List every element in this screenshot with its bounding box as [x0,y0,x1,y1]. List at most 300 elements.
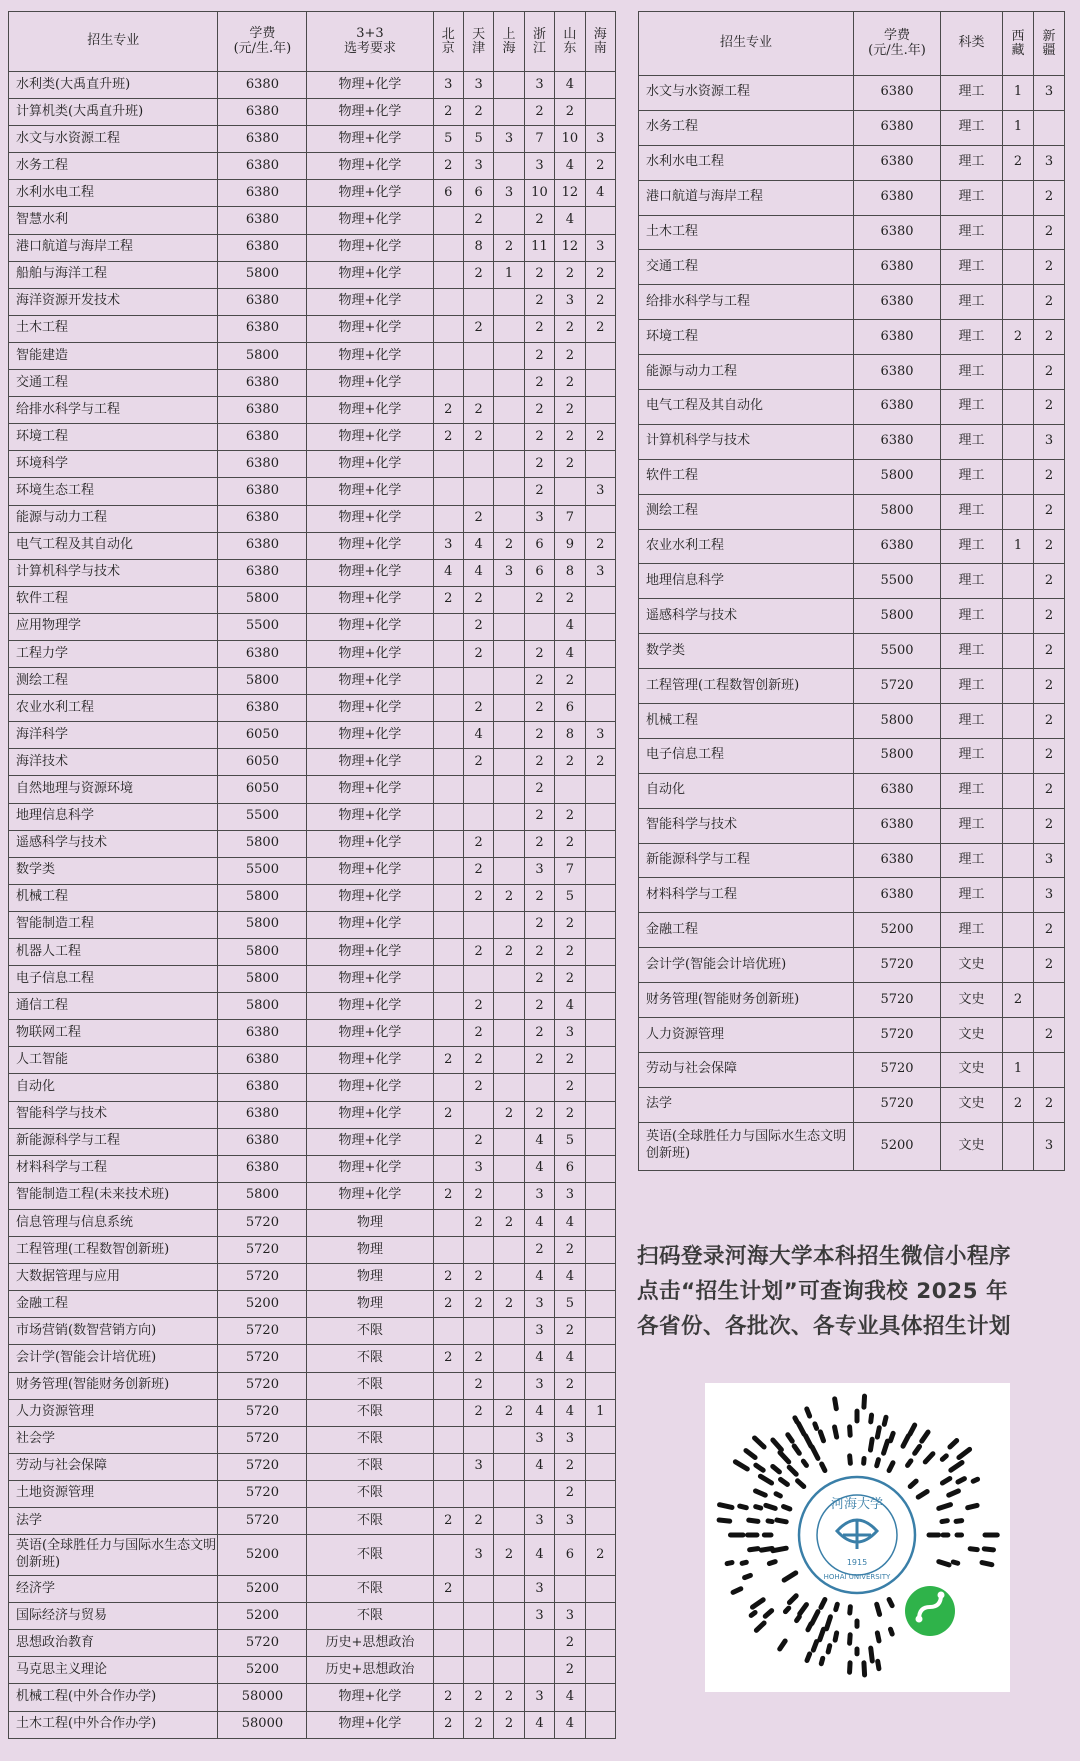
category-cell: 理工 [941,773,1003,808]
category-cell: 理工 [941,215,1003,250]
qr-dot [949,1491,959,1495]
requirement-cell: 物理+化学 [307,640,433,667]
quota-cell [433,884,463,911]
quota-cell: 2 [555,1630,585,1657]
major-cell: 软件工程 [639,459,854,494]
table-row [9,288,616,315]
category-cell: 理工 [941,808,1003,843]
quota-cell [494,1603,524,1630]
quota-cell [585,1507,615,1534]
table-row [639,494,1065,529]
quota-cell [463,803,493,830]
category-cell: 理工 [941,110,1003,145]
fee-cell: 6380 [218,640,307,667]
requirement-cell: 物理+化学 [307,153,433,180]
qr-dot [877,1428,879,1437]
quota-cell: 3 [433,532,463,559]
fee-cell: 5200 [854,1122,941,1170]
quota-cell: 2 [463,1684,493,1711]
quota-cell [494,1453,524,1480]
quota-cell: 2 [1034,494,1065,529]
table-row [9,532,616,559]
fee-cell: 5200 [218,1535,307,1576]
table-row [639,1122,1065,1170]
left-enrollment-table [8,11,616,1739]
quota-cell: 2 [555,1074,585,1101]
quota-cell: 2 [1034,1087,1065,1122]
quota-cell [463,451,493,478]
quota-cell [433,668,463,695]
region-char: 西 [1011,28,1025,44]
quota-cell [524,1630,554,1657]
quota-cell [585,803,615,830]
fee-cell: 5720 [218,1209,307,1236]
mini-program-badge [905,1586,955,1636]
table-row [9,1020,616,1047]
major-cell: 农业水利工程 [9,695,218,722]
quota-cell [585,993,615,1020]
major-cell: 给排水科学与工程 [9,397,218,424]
quota-cell [585,911,615,938]
quota-cell: 2 [524,451,554,478]
major-cell: 自然地理与资源环境 [9,776,218,803]
qr-dot [720,1505,732,1508]
quota-cell: 7 [555,857,585,884]
qr-dot [973,1479,977,1481]
qr-dot [785,1608,788,1612]
requirement-cell: 物理+化学 [307,803,433,830]
quota-cell [585,776,615,803]
quota-cell [494,1155,524,1182]
category-cell: 理工 [941,529,1003,564]
requirement-cell: 物理+化学 [307,1074,433,1101]
major-cell: 智能建造 [9,342,218,369]
table-row [639,1052,1065,1087]
category-cell: 理工 [941,424,1003,459]
quota-cell [1034,1052,1065,1087]
left-header-row [9,12,616,72]
qr-dot [915,1446,920,1453]
quota-cell: 2 [555,370,585,397]
major-cell: 法学 [639,1087,854,1122]
quota-cell [1003,704,1034,739]
fee-cell: 5800 [218,884,307,911]
category-cell: 理工 [941,843,1003,878]
header-region-shandong [555,12,585,72]
requirement-cell: 物理+化学 [307,857,433,884]
fee-cell: 6380 [218,207,307,234]
header-requirement [307,12,433,72]
major-cell: 计算机类(大禹直升班) [9,99,218,126]
header-req-line2: 选考要求 [343,40,396,56]
fee-cell: 5800 [218,939,307,966]
qr-dot [756,1507,761,1508]
quota-cell [433,1372,463,1399]
quota-cell [1003,1122,1034,1170]
quota-cell: 4 [555,993,585,1020]
quota-cell: 2 [1003,320,1034,355]
quota-cell [585,1603,615,1630]
category-cell: 理工 [941,76,1003,111]
quota-cell: 2 [555,966,585,993]
quota-cell [494,1345,524,1372]
quota-cell: 2 [463,1345,493,1372]
table-row [639,878,1065,913]
quota-cell: 2 [463,1372,493,1399]
quota-cell: 4 [555,72,585,99]
table-row [9,1182,616,1209]
category-cell: 文史 [941,1018,1003,1053]
quota-cell [494,1507,524,1534]
category-cell: 理工 [941,390,1003,425]
quota-cell: 2 [463,424,493,451]
qr-dot [982,1563,992,1565]
quota-cell [494,911,524,938]
table-row [9,668,616,695]
quota-cell: 1 [494,261,524,288]
fee-cell: 5800 [218,586,307,613]
quota-cell [1003,424,1034,459]
quota-cell: 2 [524,315,554,342]
quota-cell: 2 [494,234,524,261]
qr-dot [958,1479,964,1482]
table-row [9,1576,616,1603]
region-char: 藏 [1011,42,1025,58]
table-row [9,1535,616,1576]
fee-cell: 6380 [218,72,307,99]
quota-cell: 2 [463,315,493,342]
requirement-cell: 历史+思想政治 [307,1630,433,1657]
quota-cell: 2 [463,613,493,640]
quota-cell: 2 [1034,285,1065,320]
category-cell: 理工 [941,704,1003,739]
quota-cell: 2 [524,830,554,857]
table-row [9,478,616,505]
quota-cell: 2 [555,1480,585,1507]
quota-cell [585,397,615,424]
quota-cell: 6 [555,695,585,722]
major-cell: 遥感科学与技术 [639,599,854,634]
major-cell: 智能科学与技术 [9,1101,218,1128]
requirement-cell: 不限 [307,1372,433,1399]
quota-cell [555,1576,585,1603]
major-cell: 水利水电工程 [9,180,218,207]
qr-dot [812,1447,818,1459]
quota-cell [585,1453,615,1480]
quota-cell [1003,808,1034,843]
quota-cell [463,668,493,695]
quota-cell: 2 [463,749,493,776]
quota-cell: 2 [585,261,615,288]
requirement-cell: 不限 [307,1345,433,1372]
table-row [9,1711,616,1738]
requirement-cell: 物理+化学 [307,424,433,451]
quota-cell: 2 [463,1182,493,1209]
quota-cell: 2 [555,451,585,478]
quota-cell: 3 [1034,843,1065,878]
table-row [9,884,616,911]
quota-cell: 2 [524,993,554,1020]
qr-dot [836,1604,838,1609]
header-region-hainan [585,12,615,72]
quota-cell [463,1480,493,1507]
major-cell: 英语(全球胜任力与国际水生态文明创新班) [639,1122,854,1170]
qr-dot [761,1548,772,1550]
quota-cell [1003,773,1034,808]
quota-cell: 2 [555,315,585,342]
major-cell: 财务管理(智能财务创新班) [9,1372,218,1399]
quota-cell [463,1630,493,1657]
requirement-cell: 历史+思想政治 [307,1657,433,1684]
quota-cell: 2 [433,1684,463,1711]
header-fee [854,12,941,76]
quota-cell [585,613,615,640]
quota-cell [1003,669,1034,704]
quota-cell: 3 [463,1535,493,1576]
fee-cell: 5800 [218,261,307,288]
quota-cell [433,1128,463,1155]
major-cell: 应用物理学 [9,613,218,640]
requirement-cell: 物理+化学 [307,261,433,288]
qr-dot [942,1456,946,1460]
quota-cell [433,966,463,993]
qr-dot [750,1549,758,1550]
quota-cell [433,695,463,722]
major-cell: 信息管理与信息系统 [9,1209,218,1236]
quota-cell: 3 [494,559,524,586]
quota-cell [585,1209,615,1236]
table-row [9,559,616,586]
major-cell: 工程力学 [9,640,218,667]
quota-cell [463,1237,493,1264]
major-cell: 材料科学与工程 [639,878,854,913]
quota-cell: 4 [555,1264,585,1291]
major-cell: 智能制造工程 [9,911,218,938]
quota-cell: 3 [494,126,524,153]
quota-cell [463,1426,493,1453]
qr-dot [827,1617,831,1629]
quota-cell: 2 [463,207,493,234]
quota-cell [555,776,585,803]
table-row [639,1087,1065,1122]
fee-cell: 6380 [218,180,307,207]
category-cell: 理工 [941,250,1003,285]
quota-cell: 4 [524,1155,554,1182]
quota-cell: 2 [463,1399,493,1426]
region-char: 东 [563,40,577,56]
fee-cell: 6380 [218,315,307,342]
major-cell: 交通工程 [9,370,218,397]
quota-cell [433,857,463,884]
major-cell: 金融工程 [9,1291,218,1318]
requirement-cell: 物理+化学 [307,776,433,803]
quota-cell [585,1345,615,1372]
region-char: 京 [441,40,455,56]
quota-cell [433,722,463,749]
quota-cell: 3 [555,1182,585,1209]
requirement-cell: 物理+化学 [307,315,433,342]
quota-cell [585,1101,615,1128]
quota-cell [1003,494,1034,529]
header-major: 招生专业 [639,12,854,76]
quota-cell [524,1074,554,1101]
requirement-cell: 物理+化学 [307,288,433,315]
major-cell: 劳动与社会保障 [639,1052,854,1087]
quota-cell [585,1480,615,1507]
quota-cell: 2 [555,668,585,695]
qr-dot [756,1465,763,1470]
quota-cell: 2 [494,1101,524,1128]
fee-cell: 6380 [854,145,941,180]
quota-cell [1003,1018,1034,1053]
quota-cell: 2 [555,1237,585,1264]
qr-dot [746,1451,755,1458]
quota-cell: 4 [555,1345,585,1372]
major-cell: 电子信息工程 [639,738,854,773]
region-char: 新 [1042,28,1056,44]
qr-dot [864,1663,865,1675]
qr-dot [797,1617,800,1621]
major-cell: 地理信息科学 [9,803,218,830]
qr-dot [766,1505,775,1508]
quota-cell: 3 [555,1426,585,1453]
qr-dot [884,1441,888,1453]
major-cell: 计算机科学与技术 [9,559,218,586]
quota-cell: 3 [585,559,615,586]
table-row [9,153,616,180]
quota-cell: 3 [555,1020,585,1047]
table-row [9,207,616,234]
region-char: 山 [563,26,577,42]
table-row [9,776,616,803]
quota-cell: 4 [524,1711,554,1738]
major-cell: 机械工程 [9,884,218,911]
qr-dot [789,1596,796,1603]
quota-cell: 2 [524,261,554,288]
major-cell: 港口航道与海岸工程 [639,180,854,215]
qr-dot [850,1607,851,1613]
qr-dot [889,1599,892,1605]
qr-dot [922,1432,928,1441]
quota-cell [494,505,524,532]
quota-cell [585,884,615,911]
table-row [9,1318,616,1345]
requirement-cell: 物理+化学 [307,342,433,369]
fee-cell: 5720 [218,1480,307,1507]
quota-cell [585,966,615,993]
region-char: 海 [593,26,607,42]
quota-cell: 2 [463,1711,493,1738]
major-cell: 土木工程(中外合作办学) [9,1711,218,1738]
quota-cell [433,1535,463,1576]
quota-cell: 2 [585,288,615,315]
major-cell: 市场营销(数智营销方向) [9,1318,218,1345]
table-row [9,966,616,993]
quota-cell: 3 [524,1426,554,1453]
quota-cell: 4 [524,1128,554,1155]
table-row [9,1399,616,1426]
quota-cell [585,207,615,234]
fee-cell: 5800 [218,911,307,938]
quota-cell: 3 [524,1684,554,1711]
quota-cell: 2 [585,1535,615,1576]
quota-cell: 2 [463,1020,493,1047]
table-row [639,215,1065,250]
qr-dot [777,1520,786,1522]
fee-cell: 5200 [218,1603,307,1630]
quota-cell: 2 [494,1291,524,1318]
quota-cell [585,1630,615,1657]
quota-cell: 3 [555,1507,585,1534]
mini-program-qr-code[interactable] [705,1383,1010,1692]
major-cell: 水务工程 [9,153,218,180]
qr-dot [918,1492,927,1498]
table-row [639,808,1065,843]
quota-cell: 2 [1034,738,1065,773]
region-char: 津 [472,40,486,56]
table-row [9,397,616,424]
quota-cell [433,1074,463,1101]
quota-cell [433,911,463,938]
table-row [639,704,1065,739]
quota-cell: 3 [433,72,463,99]
quota-cell [433,451,463,478]
major-cell: 劳动与社会保障 [9,1453,218,1480]
table-row [9,505,616,532]
quota-cell: 2 [1003,145,1034,180]
qr-dot [780,1453,789,1462]
requirement-cell: 不限 [307,1576,433,1603]
qr-dot [950,1441,957,1447]
quota-cell: 2 [524,478,554,505]
quota-cell [433,803,463,830]
qr-dot [925,1454,933,1462]
fee-cell: 5720 [218,1399,307,1426]
fee-cell: 6380 [854,773,941,808]
fee-cell: 6380 [218,99,307,126]
region-char: 浙 [532,26,546,42]
quota-cell: 7 [524,126,554,153]
category-cell: 理工 [941,738,1003,773]
requirement-cell: 物理+化学 [307,234,433,261]
quota-cell [494,776,524,803]
quota-cell [585,1576,615,1603]
quota-cell [494,640,524,667]
major-cell: 土木工程 [9,315,218,342]
quota-cell [463,1101,493,1128]
qr-dot [773,1466,780,1471]
quota-cell [494,315,524,342]
qr-dot [733,1589,741,1593]
qr-dot [908,1461,911,1466]
quota-cell: 2 [555,1657,585,1684]
quota-cell [494,966,524,993]
quota-cell [463,776,493,803]
fee-cell: 6380 [218,153,307,180]
quota-cell [1003,738,1034,773]
requirement-cell: 不限 [307,1535,433,1576]
quota-cell: 3 [524,1291,554,1318]
quota-cell: 3 [585,126,615,153]
table-row [9,261,616,288]
fee-cell: 6380 [854,76,941,111]
fee-cell: 5500 [218,613,307,640]
major-cell: 社会学 [9,1426,218,1453]
quota-cell: 3 [585,478,615,505]
fee-cell: 6380 [218,451,307,478]
quota-cell: 2 [433,1345,463,1372]
fee-cell: 5200 [218,1657,307,1684]
